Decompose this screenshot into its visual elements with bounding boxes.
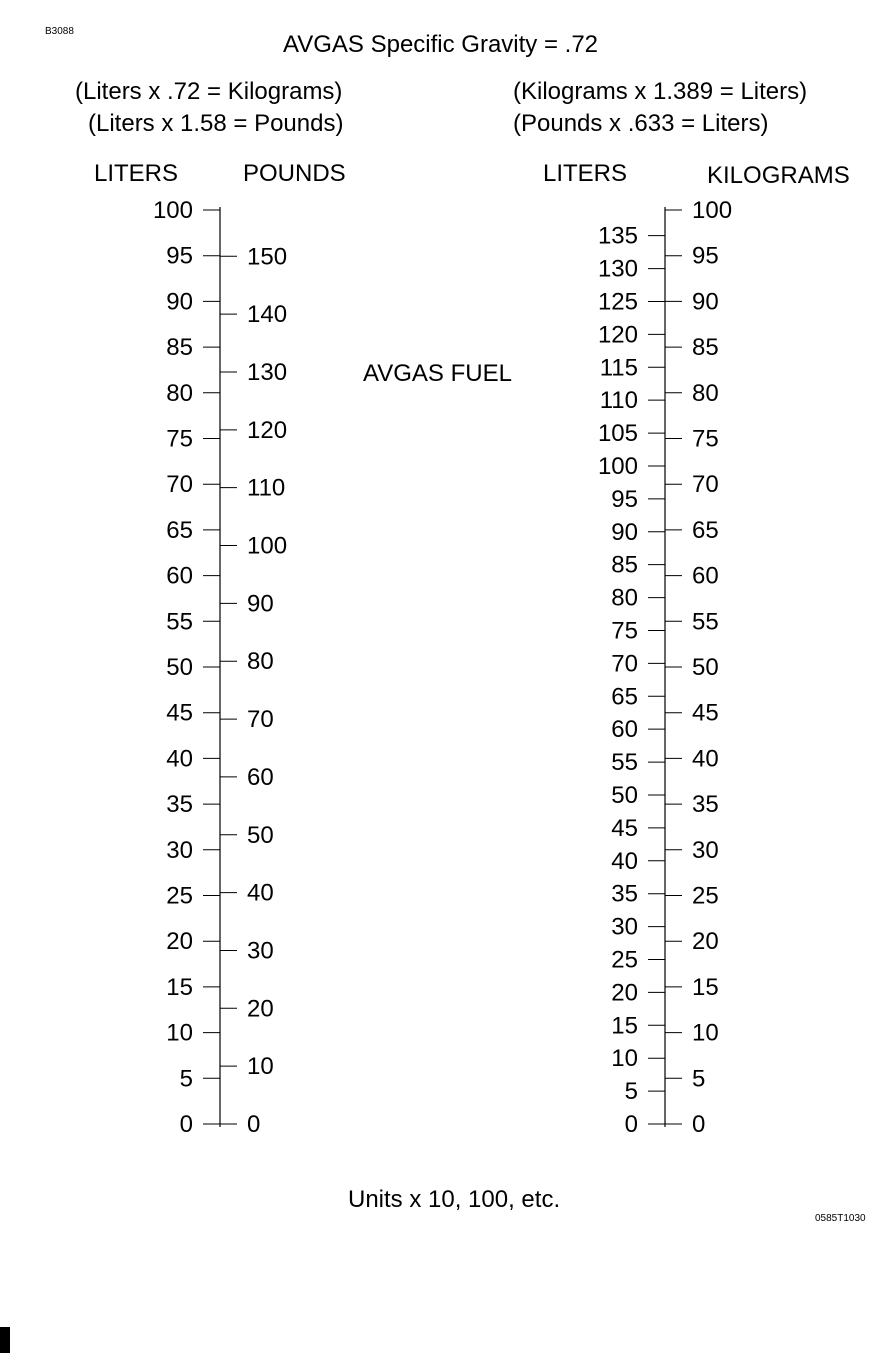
right-liters-tick-label: 70 — [611, 650, 638, 678]
left-pounds-tick-label: 120 — [247, 416, 288, 444]
left-pounds-header: POUNDS — [243, 160, 346, 187]
left-liters-tick-label: 10 — [166, 1019, 193, 1047]
left-liters-tick-label: 65 — [166, 516, 193, 544]
right-kilograms-tick-label: 10 — [692, 1019, 719, 1047]
right-kilograms-tick-label: 95 — [692, 242, 719, 270]
right-liters-tick-label: 45 — [611, 814, 638, 842]
right-kilograms-tick-label: 85 — [692, 334, 719, 362]
left-liters-tick-label: 30 — [166, 836, 193, 864]
left-pounds-tick-label: 130 — [247, 358, 288, 386]
right-kilograms-tick-label: 90 — [692, 288, 719, 316]
right-liters-tick-label: 10 — [611, 1045, 638, 1073]
right-kilograms-tick-label: 15 — [692, 973, 719, 1001]
left-liters-tick-label: 95 — [166, 242, 193, 270]
drawing-code: 0585T1030 — [815, 1213, 866, 1224]
left-liters-tick-label: 5 — [179, 1065, 193, 1093]
right-liters-tick-label: 5 — [624, 1078, 638, 1106]
left-pounds-tick-label: 10 — [247, 1053, 274, 1081]
left-liters-tick-label: 100 — [152, 197, 193, 224]
formula-liters-to-pounds: (Liters x 1.58 = Pounds) — [88, 110, 344, 137]
right-liters-tick-label: 120 — [597, 321, 638, 349]
left-liters-tick-label: 55 — [166, 608, 193, 636]
right-liters-tick-label: 55 — [611, 749, 638, 777]
left-pounds-tick-label: 60 — [247, 763, 274, 791]
right-liters-tick-label: 0 — [624, 1111, 638, 1138]
left-liters-tick-label: 35 — [166, 791, 193, 819]
left-liters-tick-label: 60 — [166, 562, 193, 590]
right-liters-tick-label: 75 — [611, 617, 638, 645]
left-liters-tick-label: 70 — [166, 471, 193, 499]
units-note: Units x 10, 100, etc. — [348, 1186, 561, 1213]
left-liters-tick-label: 20 — [166, 928, 193, 956]
right-kilograms-tick-label: 35 — [692, 791, 719, 819]
corner-mark — [0, 1327, 10, 1353]
right-liters-header: LITERS — [543, 160, 628, 187]
formula-liters-to-kilograms: (Liters x .72 = Kilograms) — [75, 78, 343, 105]
right-liters-tick-label: 135 — [597, 222, 638, 250]
left-liters-tick-label: 40 — [166, 745, 193, 773]
right-liters-tick-label: 130 — [597, 255, 638, 283]
right-kilograms-tick-label: 65 — [692, 516, 719, 544]
right-liters-tick-label: 125 — [597, 288, 638, 316]
right-liters-tick-label: 105 — [597, 420, 638, 448]
right-liters-tick-label: 90 — [611, 518, 638, 546]
left-liters-tick-label: 80 — [166, 379, 193, 407]
right-kilograms-tick-label: 30 — [692, 836, 719, 864]
right-liters-tick-label: 95 — [611, 485, 638, 513]
right-liters-tick-label: 115 — [599, 354, 638, 382]
right-liters-tick-label: 85 — [611, 551, 638, 579]
right-liters-tick-label: 80 — [611, 584, 638, 612]
right-liters-tick-label: 15 — [611, 1012, 638, 1040]
left-liters-tick-label: 0 — [179, 1111, 193, 1138]
left-pounds-tick-label: 20 — [247, 995, 274, 1023]
right-kilograms-tick-label: 0 — [692, 1111, 706, 1138]
right-liters-tick-label: 35 — [611, 880, 638, 908]
right-kilograms-tick-label: 75 — [692, 425, 719, 453]
left-liters-tick-label: 25 — [166, 882, 193, 910]
right-liters-tick-label: 100 — [597, 452, 638, 480]
left-pounds-tick-label: 80 — [247, 648, 274, 676]
right-kilograms-tick-label: 5 — [692, 1065, 706, 1093]
left-pounds-tick-label: 100 — [247, 532, 288, 560]
left-liters-tick-label: 15 — [166, 973, 193, 1001]
left-liters-tick-label: 75 — [166, 425, 193, 453]
right-liters-tick-label: 40 — [611, 847, 638, 875]
right-kilograms-tick-label: 80 — [692, 379, 719, 407]
formula-kilograms-to-liters: (Kilograms x 1.389 = Liters) — [513, 78, 808, 105]
page-title: AVGAS Specific Gravity = .72 — [283, 31, 599, 58]
formula-pounds-to-liters: (Pounds x .633 = Liters) — [513, 110, 769, 137]
right-kilograms-tick-label: 50 — [692, 654, 719, 681]
left-liters-tick-label: 45 — [166, 699, 193, 727]
left-pounds-tick-label: 40 — [247, 879, 274, 907]
left-pounds-tick-label: 90 — [247, 590, 274, 618]
left-pounds-tick-label: 30 — [247, 937, 274, 965]
right-liters-tick-label: 50 — [611, 781, 638, 809]
right-liters-tick-label: 30 — [611, 913, 638, 941]
left-pounds-tick-label: 110 — [247, 474, 286, 502]
right-kilograms-header: KILOGRAMS — [707, 162, 850, 189]
left-pounds-tick-label: 70 — [247, 706, 274, 734]
right-kilograms-tick-label: 40 — [692, 745, 719, 773]
fuel-type-label: AVGAS FUEL — [363, 360, 512, 387]
left-pounds-tick-label: 150 — [247, 243, 288, 271]
right-liters-tick-label: 110 — [599, 387, 638, 415]
right-liters-tick-label: 20 — [611, 979, 638, 1007]
right-kilograms-tick-label: 100 — [692, 197, 733, 224]
left-liters-tick-label: 50 — [166, 654, 193, 681]
left-pounds-tick-label: 0 — [247, 1111, 261, 1138]
right-kilograms-tick-label: 55 — [692, 608, 719, 636]
left-liters-tick-label: 90 — [166, 288, 193, 316]
left-liters-tick-label: 85 — [166, 334, 193, 362]
left-pounds-tick-label: 140 — [247, 301, 288, 329]
right-liters-tick-label: 25 — [611, 946, 638, 974]
right-kilograms-tick-label: 25 — [692, 882, 719, 910]
right-kilograms-tick-label: 60 — [692, 562, 719, 590]
right-liters-tick-label: 60 — [611, 716, 638, 744]
right-kilograms-tick-label: 45 — [692, 699, 719, 727]
figure-code: B3088 — [45, 26, 74, 37]
left-pounds-tick-label: 50 — [247, 821, 274, 849]
left-liters-header: LITERS — [94, 160, 179, 187]
right-kilograms-tick-label: 20 — [692, 928, 719, 956]
right-kilograms-tick-label: 70 — [692, 471, 719, 499]
right-liters-tick-label: 65 — [611, 683, 638, 711]
